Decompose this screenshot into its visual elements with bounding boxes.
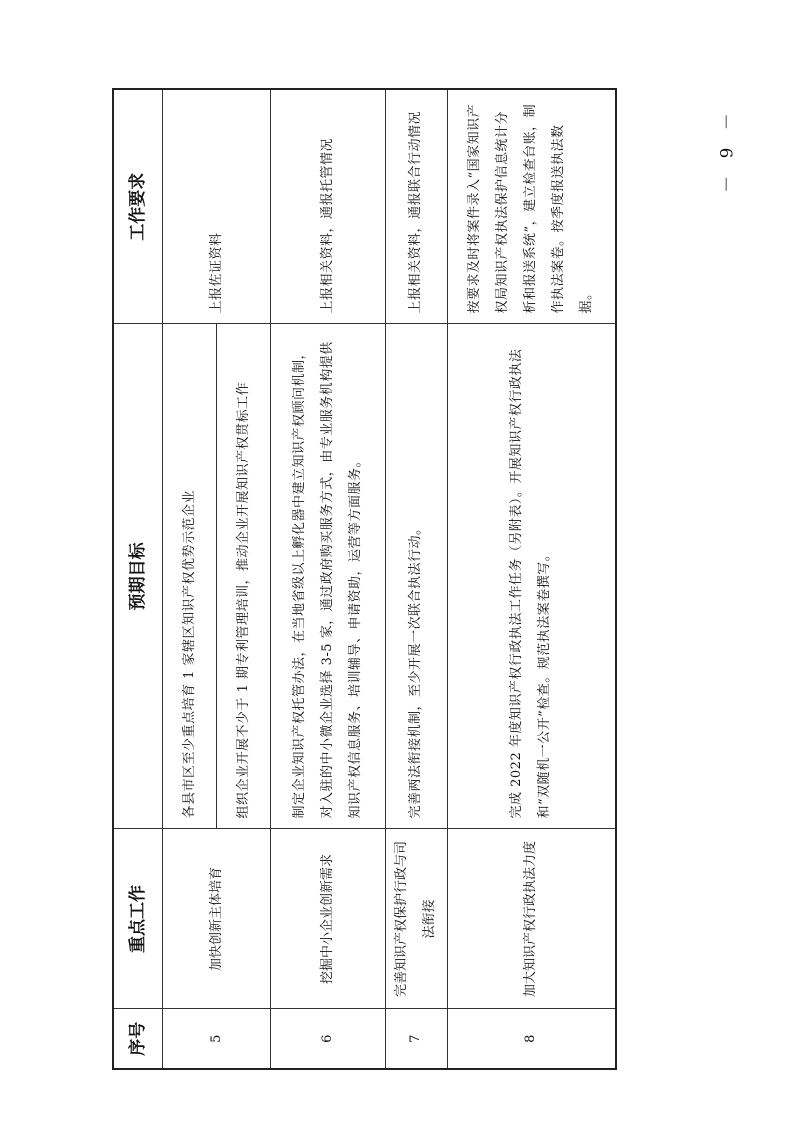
row-req: 上报佐证资料 [163, 89, 271, 324]
row-goal: 制定企业知识产权托管办法，在当地省级以上孵化器中建立知识产权顾问机制，对入驻的中小微企业选择 3-5 家，通过政府购买服务方式，由专业服务机构提供知识产权信息服务、培训辅导、申请资助，运营等方面服务。 [271, 324, 385, 829]
row-goal: 完善两法衔接机制，至少开展一次联合执法行动。 [385, 324, 447, 829]
row-no: 6 [271, 1009, 385, 1069]
table-row [163, 89, 217, 1069]
table-row [447, 89, 616, 1069]
row-no: 7 [385, 1009, 447, 1069]
rotated-table-wrapper [112, 90, 617, 1070]
row-req: 按要求及时将案件录入“国家知识产权局知识产权执法保护信息统计分析和报送系统”，建立检查台账，制作执法案卷。按季度报送执法数据。 [447, 89, 616, 324]
header-work: 重点工作 [113, 829, 163, 1009]
row-goal: 各县市区至少重点培育 1 家辖区知识产权优势示范企业 [163, 324, 217, 829]
table-row [385, 89, 447, 1069]
page-number-text: － 9 － [717, 107, 738, 193]
row-work: 完善知识产权保护行政与司法衔接 [385, 829, 447, 1009]
header-req: 工作要求 [113, 89, 163, 324]
row-no: 5 [163, 1009, 271, 1069]
header-goal: 预期目标 [113, 324, 163, 829]
table-row [271, 89, 385, 1069]
table-header-row [113, 89, 163, 1069]
row-req: 上报相关资料，通报托管情况 [271, 89, 385, 324]
work-plan-table [112, 88, 617, 1070]
row-goal: 组织企业开展不少于 1 期专利管理培训，推动企业开展知识产权贯标工作 [217, 324, 271, 829]
row-work: 挖掘中小企业创新需求 [271, 829, 385, 1009]
row-goal: 完成 2022 年度知识产权行政执法工作任务（另附表）。开展知识产权行政执法和“双随机一公开”检查。规范执法案卷撰写。 [447, 324, 616, 829]
header-no: 序号 [113, 1009, 163, 1069]
row-no: 8 [447, 1009, 616, 1069]
row-work: 加快创新主体培育 [163, 829, 271, 1009]
row-work: 加大知识产权行政执法力度 [447, 829, 616, 1009]
row-req: 上报相关资料，通报联合行动情况 [385, 89, 447, 324]
page-number [705, 80, 745, 220]
